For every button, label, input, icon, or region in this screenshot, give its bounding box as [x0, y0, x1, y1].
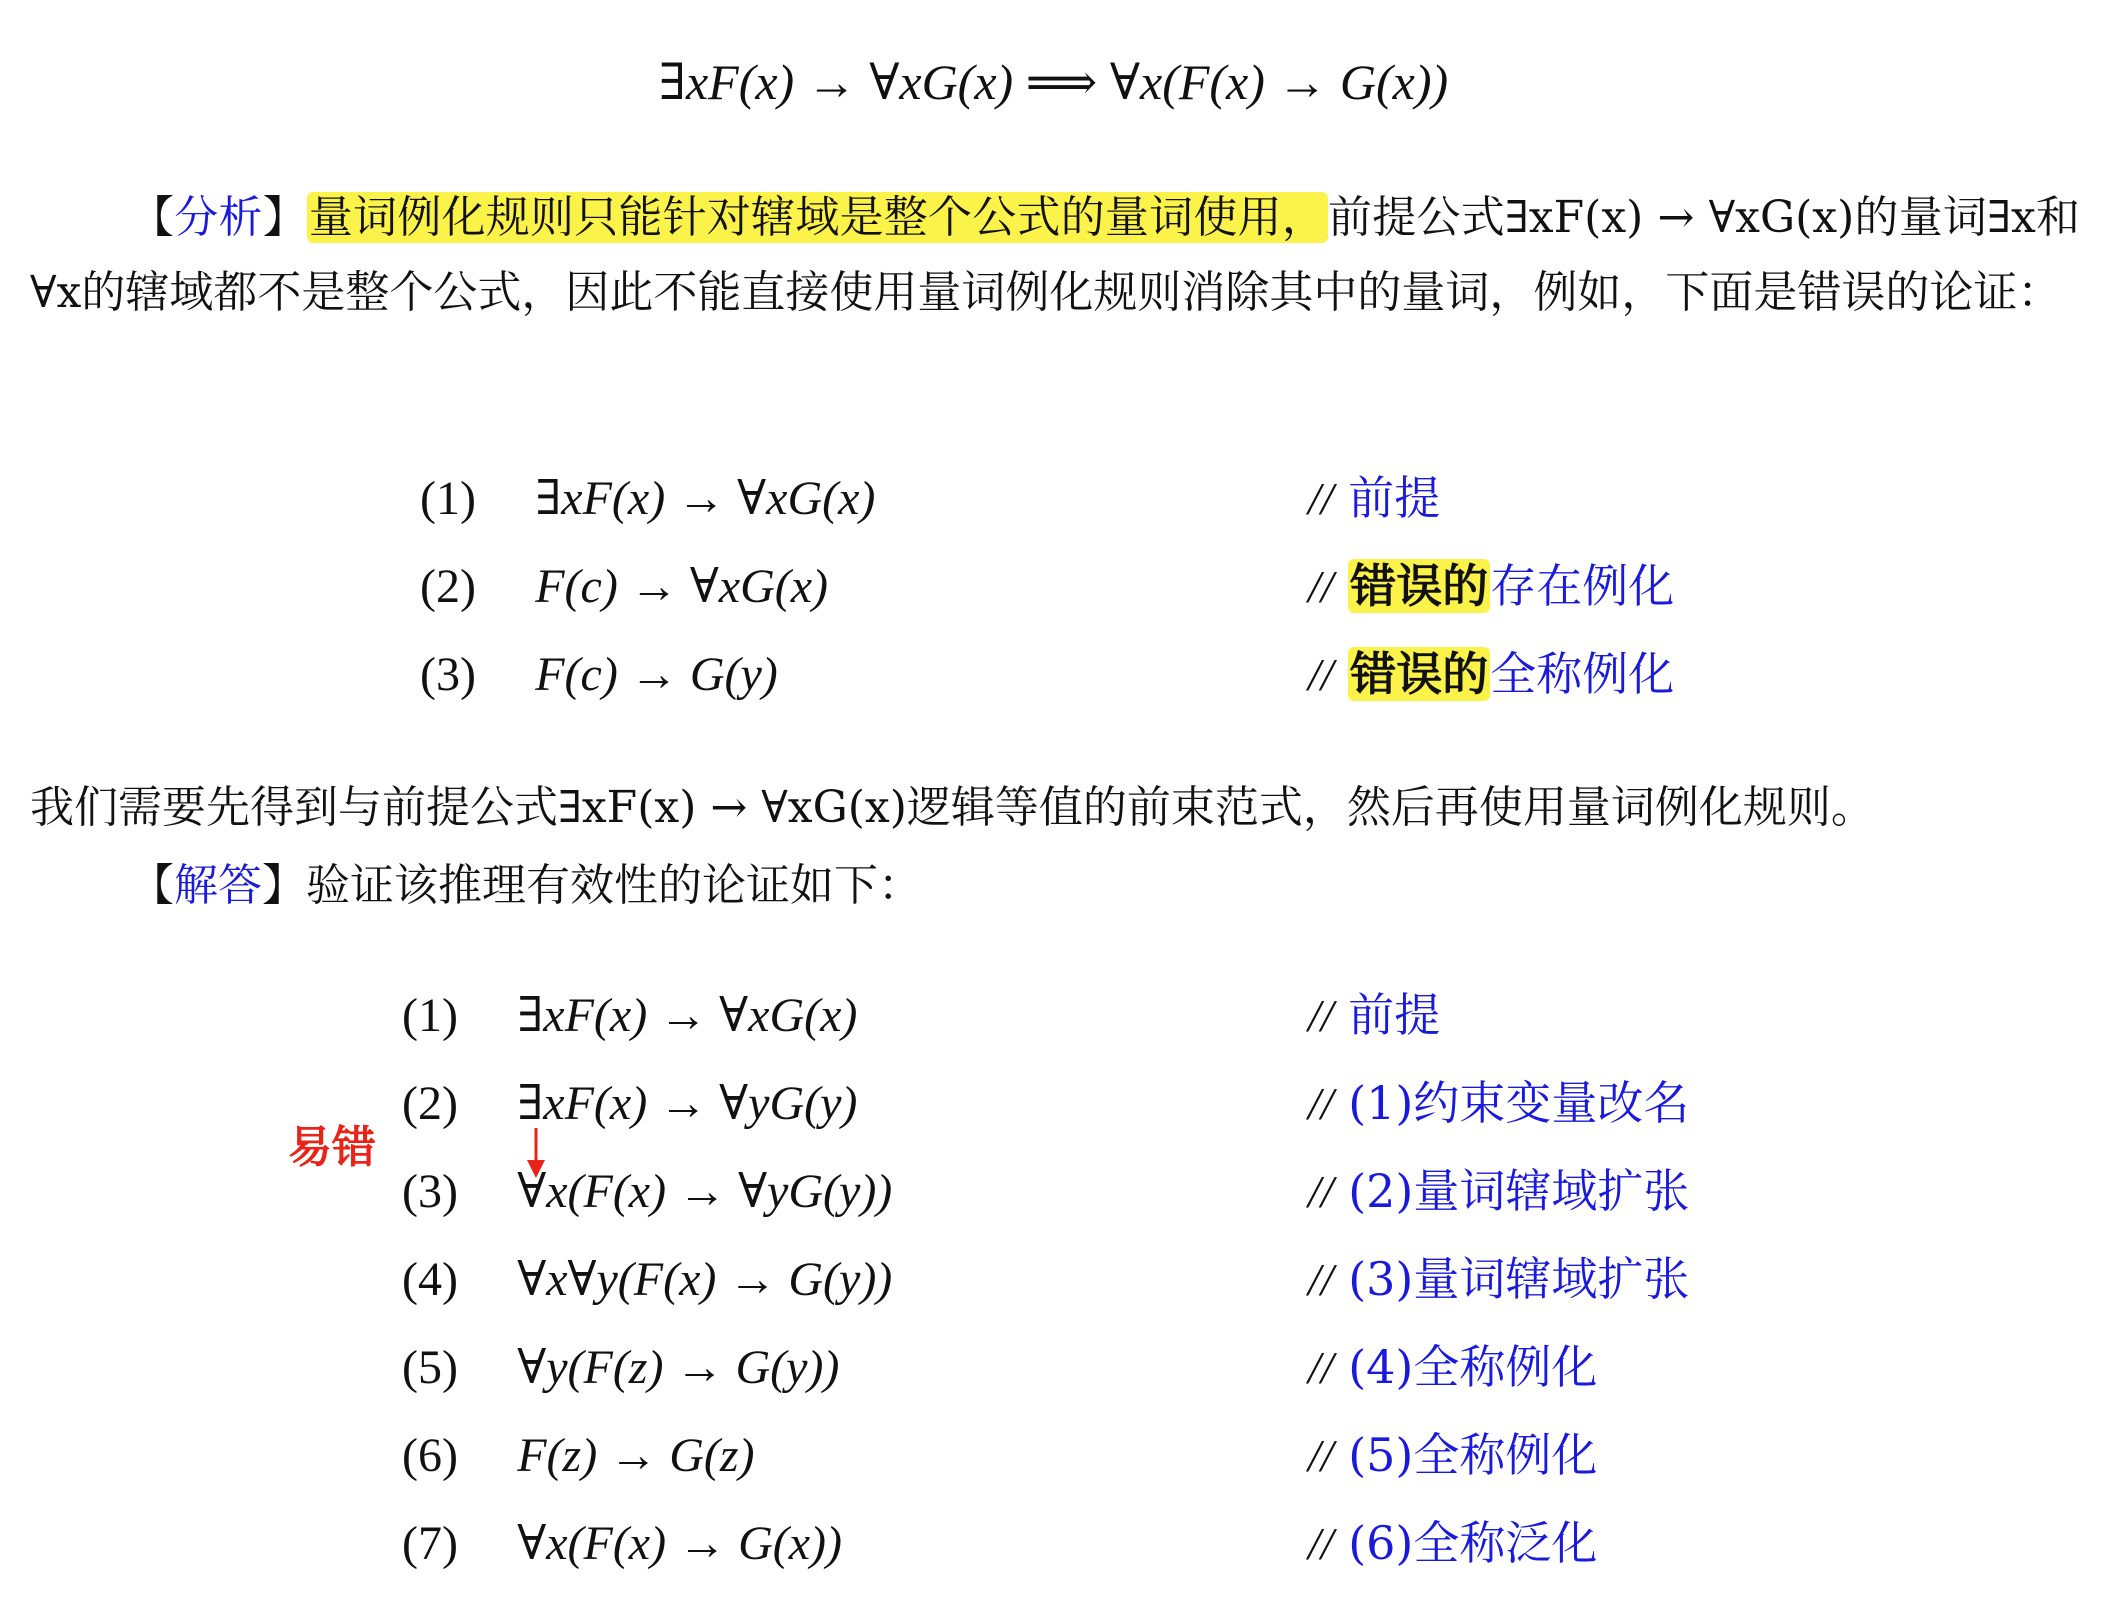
wrong-step-2-reason — [1308, 551, 1674, 621]
reason-text: (2)量词辖域扩张 — [1348, 1164, 1690, 1218]
correct-step-7-reason — [1308, 1508, 1597, 1578]
reason-text: (5)全称例化 — [1348, 1428, 1598, 1482]
step-formula: ∀x∀y(F(x) → G(y)) — [517, 1253, 893, 1306]
correct-step-1-reason — [1308, 980, 1440, 1050]
step-formula: F(c) → G(y) — [535, 648, 778, 701]
comment-slashes: // — [1308, 990, 1334, 1041]
correct-step-5 — [402, 1332, 839, 1402]
comment-slashes: // — [1308, 1518, 1334, 1569]
reason-text: 前提 — [1348, 471, 1441, 525]
reason-text: 存在例化 — [1490, 559, 1675, 613]
correct-step-3-reason — [1308, 1156, 1689, 1226]
display-formula: ∃xF(x) → ∀xG(x) ⟹ ∀x(F(x) → G(x)) — [658, 54, 1449, 110]
step-number: (3) — [420, 648, 476, 701]
correct-step-4-reason — [1308, 1244, 1689, 1314]
comment-slashes: // — [1308, 1254, 1334, 1305]
step-formula: ∀x(F(x) → G(x)) — [517, 1517, 843, 1570]
wrong-step-1 — [420, 463, 875, 533]
comment-slashes: // — [1308, 1166, 1334, 1217]
correct-step-4 — [402, 1244, 892, 1314]
reason-highlight: 错误的 — [1350, 647, 1489, 701]
wrong-step-1-reason — [1308, 463, 1440, 533]
step-number: (7) — [402, 1517, 458, 1570]
analysis-label: 分析 — [174, 192, 263, 243]
analysis-paragraph — [30, 180, 2080, 330]
analysis-close-bracket: 】 — [262, 192, 307, 243]
comment-slashes: // — [1308, 1078, 1334, 1129]
analysis-open-bracket: 【 — [130, 192, 175, 243]
step-number: (1) — [420, 472, 476, 525]
reason-highlight: 错误的 — [1350, 559, 1489, 613]
comment-slashes: // — [1308, 561, 1334, 612]
step-formula: ∃xF(x) → ∀xG(x) — [535, 472, 876, 525]
step-number: (5) — [402, 1341, 458, 1394]
correct-step-7 — [402, 1508, 842, 1578]
comment-slashes: // — [1308, 649, 1334, 700]
step-number: (1) — [402, 989, 458, 1042]
step-formula: ∀y(F(z) → G(y)) — [517, 1341, 840, 1394]
correct-step-1 — [402, 980, 857, 1050]
wrong-step-3-reason — [1308, 639, 1674, 709]
step-number: (2) — [402, 1077, 458, 1130]
correct-step-3 — [402, 1156, 892, 1226]
comment-slashes: // — [1308, 1430, 1334, 1481]
step-formula: ∃xF(x) → ∀xG(x) — [517, 989, 858, 1042]
solution-close-bracket: 】 — [262, 860, 306, 911]
step-number: (6) — [402, 1429, 458, 1482]
middle-paragraph: 我们需要先得到与前提公式∃xF(x) → ∀xG(x)逻辑等值的前束范式，然后再使用量词例化规则。 — [30, 782, 1875, 833]
correct-step-6-reason — [1308, 1420, 1597, 1490]
reason-text: (6)全称泛化 — [1348, 1516, 1598, 1570]
reason-text: 前提 — [1348, 988, 1441, 1042]
correct-step-6 — [402, 1420, 755, 1490]
solution-open-bracket: 【 — [130, 860, 174, 911]
reason-text: (1)约束变量改名 — [1348, 1076, 1690, 1130]
step-formula: F(c) → ∀xG(x) — [535, 560, 829, 613]
warning-label: 易错 — [288, 1122, 376, 1173]
reason-text: (4)全称例化 — [1348, 1340, 1598, 1394]
step-formula: F(z) → G(z) — [517, 1429, 755, 1482]
step-formula: ∃xF(x) → ∀yG(y) — [517, 1077, 858, 1130]
solution-label: 解答 — [174, 860, 262, 911]
solution-text: 验证该推理有效性的论证如下： — [306, 860, 922, 911]
correct-step-2-reason — [1308, 1068, 1689, 1138]
step-number: (2) — [420, 560, 476, 613]
comment-slashes: // — [1308, 473, 1334, 524]
step-number: (4) — [402, 1253, 458, 1306]
wrong-step-3 — [420, 639, 778, 709]
reason-text: 全称例化 — [1490, 647, 1675, 701]
correct-step-5-reason — [1308, 1332, 1597, 1402]
step-formula: ∀x(F(x) → ∀yG(y)) — [517, 1165, 893, 1218]
solution-paragraph — [30, 848, 2080, 923]
analysis-highlight: 量词例化规则只能针对辖域是整个公式的量词使用， — [308, 192, 1327, 243]
comment-slashes: // — [1308, 1342, 1334, 1393]
wrong-step-2 — [420, 551, 828, 621]
reason-text: (3)量词辖域扩张 — [1348, 1252, 1690, 1306]
correct-step-2 — [402, 1068, 857, 1138]
analysis-text: 前提公式∃xF(x) → ∀xG(x)的量词∃x和∀x的辖域都不是整个公式，因此不能直接使用量词例化规则消除其中的量词，例如，下面是错误的论证： — [30, 192, 2081, 318]
step-number: (3) — [402, 1165, 458, 1218]
